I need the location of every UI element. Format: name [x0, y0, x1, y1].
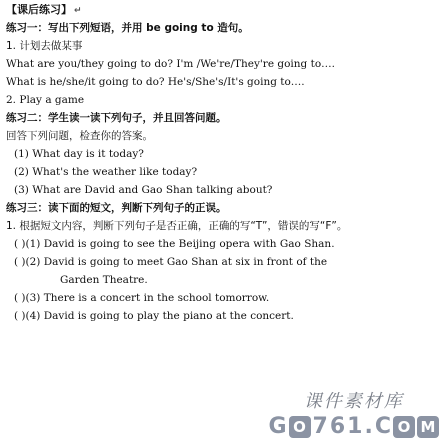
- question-1: [14, 148, 447, 160]
- statement-1: [14, 238, 447, 250]
- section-3-text-1: 练习三：读下面的短文，判断下列句子的正误。: [6, 202, 227, 214]
- watermark-domain: [268, 415, 439, 439]
- watermark-char: 7: [312, 414, 328, 439]
- watermark-char: .: [364, 414, 373, 439]
- item-1-number: 1.: [6, 40, 17, 52]
- section-2-text-1: 练习二：学生读一读下列句子，并且回答问题。: [6, 112, 227, 124]
- statement-2-text-a: ( )(2) David is going to meet Gao Shan at six in front of the: [14, 256, 328, 268]
- watermark-char: 6: [329, 414, 346, 439]
- question-1-text: (1) What day is it today?: [14, 148, 144, 160]
- section-3-text-2: 1. 根据短文内容，判断下列句子是否正确，正确的写“T”，错误的写“F”。: [6, 220, 348, 232]
- watermark-char: 1: [347, 414, 363, 439]
- watermark-char: G: [268, 414, 287, 439]
- section-2-text-2: 回答下列问题，检查你的答案。: [6, 130, 153, 142]
- item-2: [6, 94, 447, 106]
- watermark-char: O: [289, 416, 311, 438]
- document-title: [6, 4, 447, 17]
- statement-2-text-b: Garden Theatre.: [60, 274, 148, 286]
- item-1-text: 计划去做某事: [19, 40, 83, 52]
- question-3-text: (3) What are David and Gao Shan talking about?: [14, 184, 273, 196]
- item-1-line-1: [6, 58, 447, 70]
- statement-2: [14, 256, 447, 268]
- watermark-char: C: [374, 414, 391, 439]
- item-1-line-1-text: What are you/they going to do? I'm /We're/They're going to….: [6, 58, 335, 70]
- watermark-char: O: [393, 416, 415, 438]
- statement-3-text: ( )(3) There is a concert in the school tomorrow.: [14, 292, 270, 304]
- statement-4-text: ( )(4) David is going to play the piano at the concert.: [14, 310, 294, 322]
- watermark-title: 课件素材库: [303, 391, 404, 412]
- question-2-text: (2) What's the weather like today?: [14, 166, 198, 178]
- section-2-heading: [6, 112, 447, 124]
- item-1-line-2: [6, 76, 447, 88]
- statement-1-text: ( )(1) David is going to see the Beijing opera with Gao Shan.: [14, 238, 335, 250]
- section-1-text: 练习一：写出下列短语，并用 be going to 造句。: [6, 22, 249, 34]
- item-1-line-2-text: What is he/she/it going to do? He's/She's/It's going to….: [6, 76, 305, 88]
- question-3: [14, 184, 447, 196]
- watermark-logo: [268, 391, 439, 439]
- section-1-heading: [6, 22, 447, 34]
- watermark-char: M: [417, 416, 439, 438]
- section-3-instruction: [6, 220, 447, 232]
- title-text: 【课后练习】: [6, 4, 72, 16]
- question-2: [14, 166, 447, 178]
- paragraph-mark: ↵: [74, 6, 82, 16]
- item-1: [6, 40, 447, 52]
- statement-4: [14, 310, 447, 322]
- statement-2-continuation: [60, 274, 447, 286]
- section-2-subheading: [6, 130, 447, 142]
- item-2-text: Play a game: [19, 94, 85, 106]
- section-3-heading: [6, 202, 447, 214]
- item-2-number: 2.: [6, 94, 17, 106]
- statement-3: [14, 292, 447, 304]
